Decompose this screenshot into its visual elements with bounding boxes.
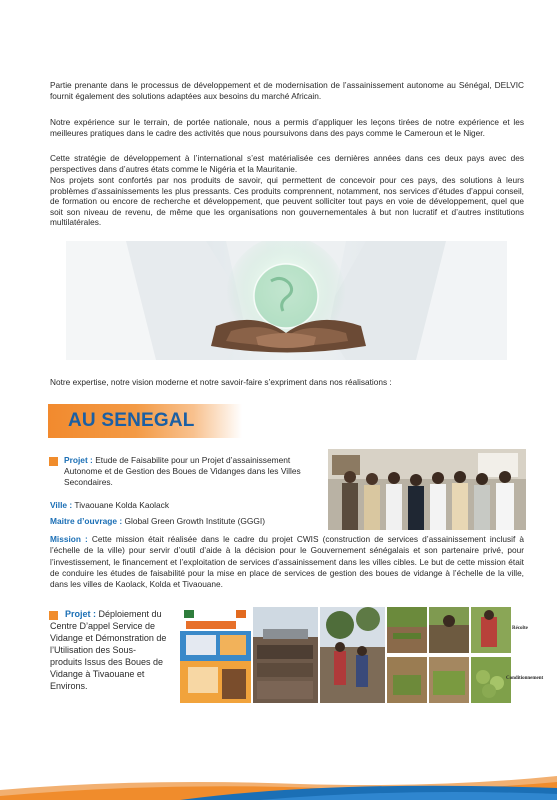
maitre-ouvrage-text: Global Green Growth Institute (GGGI)	[124, 516, 266, 526]
ville-label: Ville :	[50, 500, 73, 510]
intro-paragraph-3: Cette stratégie de développement à l’international s’est matérialisée ces dernières années dans ces deux pays avec des perspectives dans d’autres états comme le Nigéria et la Mauritanie.	[50, 153, 524, 174]
intro-paragraph-1: Partie prenante dans le processus de développement et de modernisation de l’assainissement autonome au Sénégal, DELVIC fournit également des solutions adaptées aux besoins du marché Africain.	[50, 80, 524, 101]
hands-globe-image	[66, 241, 507, 360]
section-banner	[48, 404, 242, 438]
projet-label: Projet :	[64, 455, 93, 465]
orange-bullet-icon	[49, 457, 58, 466]
harvest-photo	[471, 607, 511, 653]
project2-projet	[50, 608, 168, 692]
packaging-photo	[429, 657, 469, 703]
photo-caption: Récolte	[512, 626, 528, 631]
garden-plots-photo	[387, 607, 427, 653]
project1-mission	[50, 534, 524, 590]
expertise-statement: Notre expertise, notre vision moderne et notre savoir-faire s’expriment dans nos réalisations :	[50, 377, 392, 387]
projet-label: Projet :	[65, 609, 97, 619]
intro-paragraph-4: Nos projets sont confortés par nos produits de savoir, qui permettent de concevoir pour ces pays, des solutions à leurs problèmes d’assainissements les plus pressants. Ces produits comprennent, notamment, nos services d’études d’appui conseil, de formation ou encore de recherche et développement, que peuvent solliciter tout pays en voie de développement, quel que soit son niveau de revenu, de même que les organisations non gouvernementales à but non lucratif et d’autres institutions multilatérales.	[50, 175, 524, 228]
project1-ville	[50, 500, 320, 511]
projet-text: Etude de Faisabilite pour un Projet d’assainissement Autonome et de Gestion des Boues de Vidanges dans les Villes Secondaires.	[64, 455, 301, 487]
drying-beds-photo	[253, 607, 318, 703]
packaging-photo	[387, 657, 427, 703]
team-photo	[328, 449, 526, 530]
section-title: AU SENEGAL	[68, 410, 195, 431]
intro-paragraph-2: Notre expérience sur le terrain, de portée nationale, nous a permis d’appliquer les leçons tirées de notre expérience et les meilleures pratiques dans le cadre des activités que nous poursuivons dans des pays comme le Cameroun et le Niger.	[50, 117, 524, 138]
mission-label: Mission :	[50, 534, 88, 544]
field-workers-photo	[320, 607, 385, 703]
project1-maitre-ouvrage	[50, 516, 330, 527]
photo-caption: Conditionnement	[506, 676, 544, 681]
harvest-photo	[429, 607, 469, 653]
maitre-ouvrage-label: Maitre d’ouvrage :	[50, 516, 123, 526]
projet-text: Déploiement du Centre D’appel Service de Vidange et Démonstration de l’Utilisation des Sous-produits Issus des Boues de Vidange à Tivaouane et Environs.	[50, 609, 167, 691]
mission-text: Cette mission était réalisée dans le cadre du projet CWIS (construction de services d’assainissement inclusif à l’échelle de la ville) pour servir d’outil d’aide à la décision pour le Gouvernement sénégalais et son partenaire privé, pour l’investissement, le financement et l’exploitation de services d’assainissement dans les villes cibles. Le but de cette mission était de conduire les études de faisabilité pour la mise en place de services de gestion des boues de vidange à l’échelle de la ville, dans les villes de Kaolack, Kolda et Tivaouane.	[50, 534, 524, 590]
packaging-photo	[471, 657, 511, 703]
project1-projet	[64, 455, 314, 488]
footer-decoration	[0, 770, 557, 800]
callcenter-flyer-image	[180, 607, 251, 703]
ville-text: Tivaouane Kolda Kaolack	[74, 500, 170, 510]
